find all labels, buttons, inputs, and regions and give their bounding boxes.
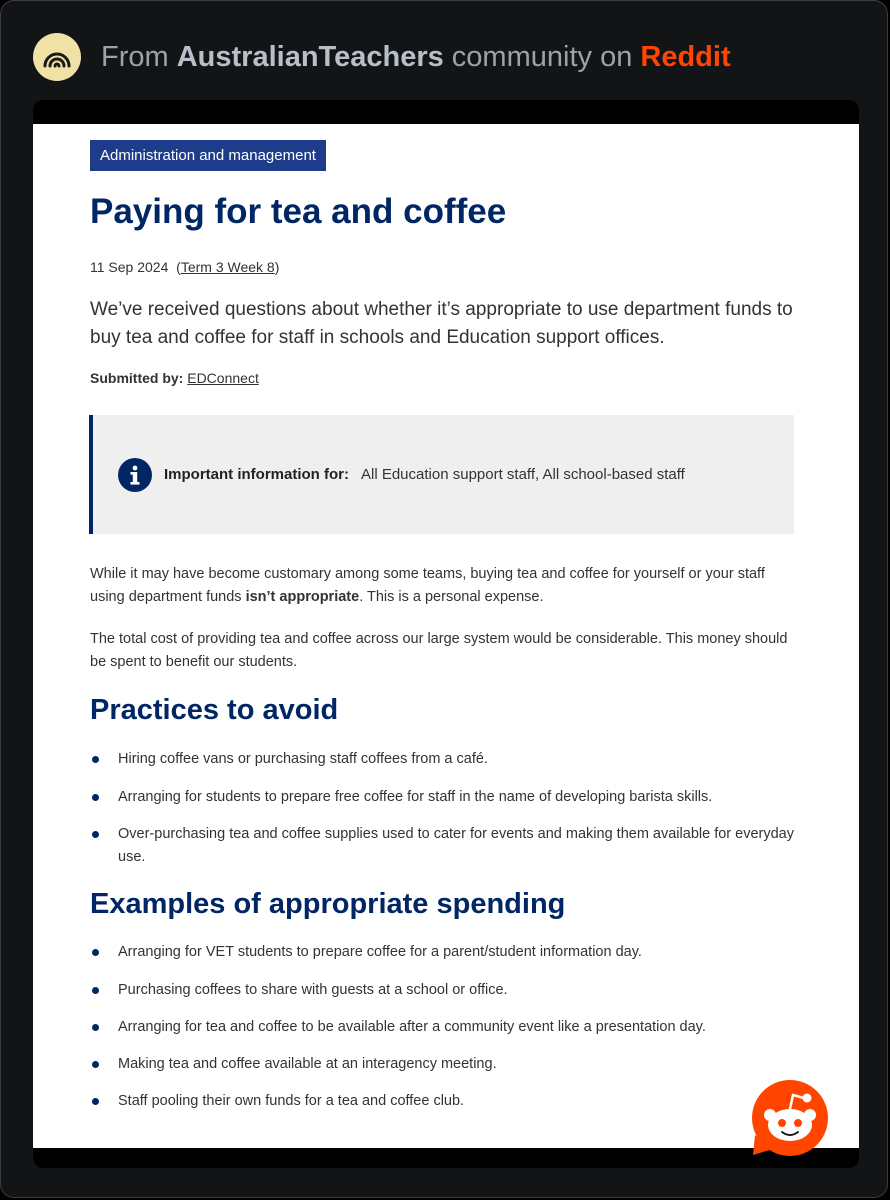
source-middle: community on	[443, 40, 641, 73]
article-page	[33, 124, 859, 1148]
category-tag[interactable]: Administration and management	[90, 140, 326, 171]
list-item: Arranging for VET students to prepare coffee for a parent/student information day.	[90, 941, 810, 964]
important-info-callout	[89, 415, 794, 534]
date-close-paren: )	[274, 259, 280, 275]
body-paragraph-1	[90, 563, 790, 609]
list-item: Arranging for tea and coffee to be available after a community event like a presentation day.	[90, 1016, 810, 1039]
submitted-label: Submitted by:	[90, 370, 184, 386]
source-text	[101, 41, 731, 74]
reddit-snoo-icon	[751, 1079, 829, 1157]
source-prefix: From	[101, 40, 177, 73]
page-title: Paying for tea and coffee	[90, 192, 507, 231]
date-open-paren: (	[176, 259, 181, 275]
list-item: Over-purchasing tea and coffee supplies used to cater for events and making them available for everyday use.	[90, 823, 810, 869]
list-item: Purchasing coffees to share with guests at a school or office.	[90, 979, 810, 1002]
lead-paragraph: We’ve received questions about whether it’s appropriate to use department funds to buy tea and coffee for staff in schools and Education support offices.	[90, 299, 793, 348]
rainbow-arc-icon	[42, 46, 72, 68]
list-item: Hiring coffee vans or purchasing staff coffees from a café.	[90, 748, 810, 771]
submitted-by	[90, 370, 259, 386]
practices-list	[90, 748, 810, 869]
screenshot-card	[33, 100, 859, 1168]
section-heading-examples: Examples of appropriate spending	[90, 888, 566, 920]
source-header	[33, 33, 855, 81]
info-value: All Education support staff, All school-based staff	[361, 466, 685, 483]
examples-list	[90, 941, 810, 1113]
para1-bold: isn’t appropriate	[245, 589, 360, 605]
reddit-brand[interactable]: Reddit	[640, 40, 731, 73]
para1-start: While it may have become customary among some teams, buying tea and coffee for yourself or your staff using department funds	[90, 566, 765, 605]
body-paragraph-2: The total cost of providing tea and coffee across our large system would be considerable. This money should be spent to benefit our students.	[90, 631, 788, 670]
list-item: Arranging for students to prepare free coffee for staff in the name of developing barista skills.	[90, 786, 810, 809]
list-item: Making tea and coffee available at an interagency meeting.	[90, 1053, 810, 1076]
info-label: Important information for:	[164, 466, 349, 483]
info-icon	[118, 458, 152, 492]
list-item: Staff pooling their own funds for a tea and coffee club.	[90, 1090, 810, 1113]
section-heading-practices: Practices to avoid	[90, 694, 339, 726]
date-text: 11 Sep 2024	[90, 259, 169, 275]
publish-date	[90, 259, 279, 275]
para1-end: . This is a personal expense.	[359, 589, 544, 605]
term-link[interactable]: Term 3 Week 8	[180, 259, 275, 275]
community-avatar[interactable]	[33, 33, 81, 81]
submitted-link[interactable]: EDConnect	[187, 370, 259, 386]
community-name[interactable]: AustralianTeachers	[176, 40, 444, 73]
